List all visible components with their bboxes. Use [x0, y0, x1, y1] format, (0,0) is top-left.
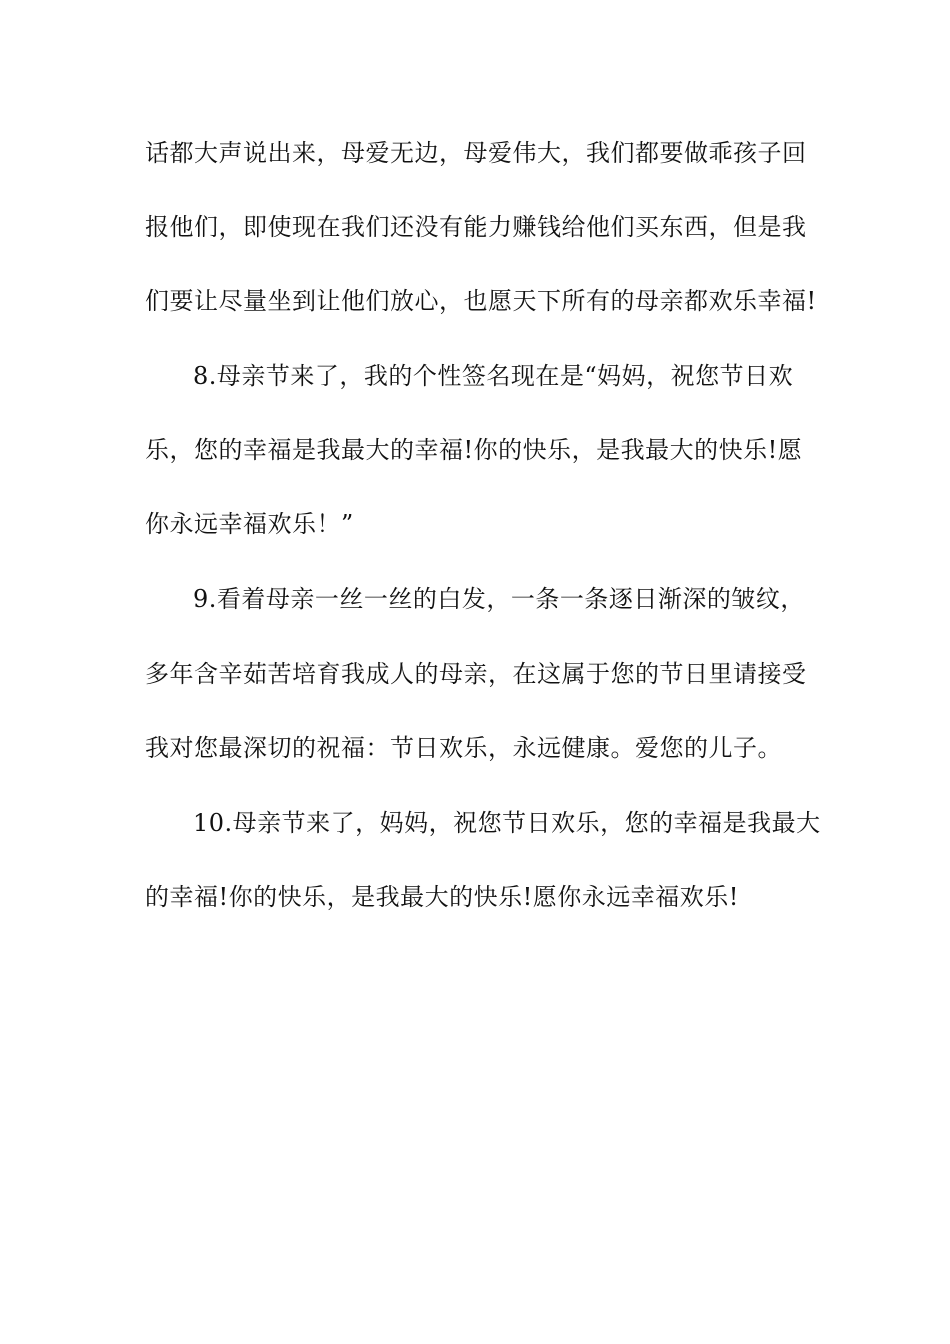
text-line: 9.看着母亲一丝一丝的白发，一条一条逐日渐深的皱纹，	[193, 585, 805, 613]
text-line: 们要让尽量坐到让他们放心，也愿天下所有的母亲都欢乐幸福!	[145, 287, 817, 315]
text-line: 的幸福!你的快乐，是我最大的快乐!愿你永远幸福欢乐!	[145, 883, 739, 911]
text-line: 10.母亲节来了，妈妈，祝您节日欢乐，您的幸福是我最大	[193, 809, 821, 837]
text-line: 报他们，即使现在我们还没有能力赚钱给他们买东西，但是我	[145, 213, 807, 241]
text-line: 我对您最深切的祝福：节日欢乐，永远健康。爱您的儿子。	[145, 734, 782, 762]
text-line: 话都大声说出来，母爱无边，母爱伟大，我们都要做乖孩子回	[145, 139, 807, 167]
text-line: 你永远幸福欢乐！”	[145, 510, 354, 538]
text-line: 多年含辛茹苦培育我成人的母亲，在这属于您的节日里请接受	[145, 660, 807, 688]
text-line: 乐，您的幸福是我最大的幸福!你的快乐，是我最大的快乐!愿	[145, 436, 803, 464]
text-line: 8.母亲节来了，我的个性签名现在是“妈妈，祝您节日欢	[193, 362, 794, 390]
